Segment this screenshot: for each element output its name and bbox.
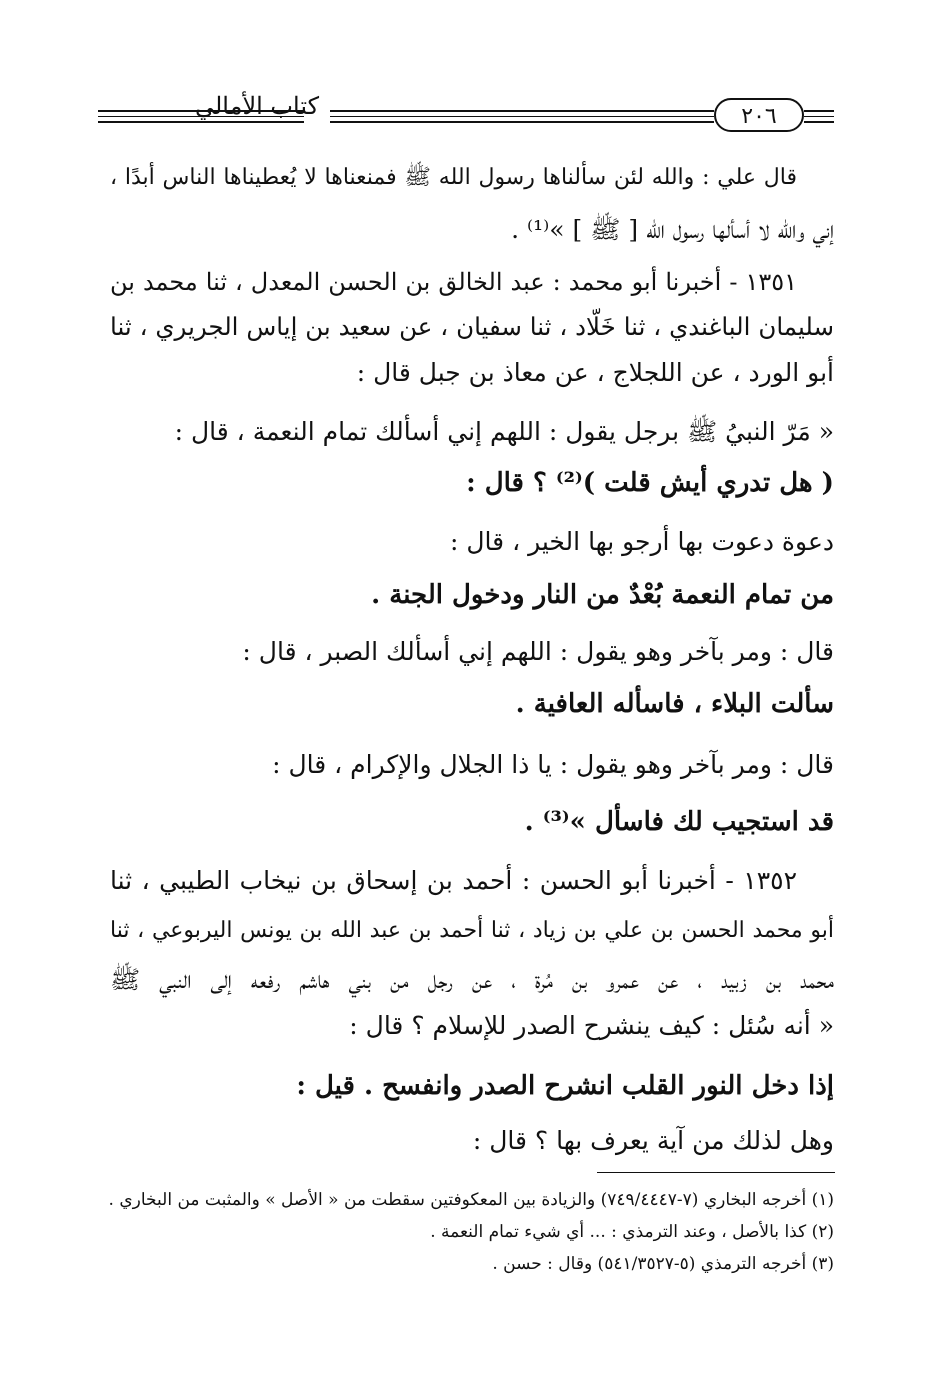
text-line: قال علي : والله لئن سألناها رسول الله ﷺ فمنعناها لا يُعطيناها الناس أبدًا ، [110, 165, 797, 190]
text-line: دعوة دعوت بها أرجو بها الخير ، قال : [450, 527, 834, 556]
text-line: قال : ومر بآخر وهو يقول : اللهم إني أسألك الصبر ، قال : [242, 637, 834, 666]
text-line: سليمان الباغندي ، ثنا خَلّاد ، ثنا سفيان ، عن سعيد بن إياس الجريري ، ثنا [110, 312, 834, 341]
prophet-saying-line: قد استجيب لك فاسأل »⁽³⁾ . [524, 807, 834, 837]
footnote-1: (١) أخرجه البخاري (٧-٧٤٩/٤٤٤٧) والزيادة بين المعكوفتين سقطت من « الأصل » والمثبت من البخاري . [108, 1190, 834, 1210]
text-line: إني والله لا أسألها رسول الله [ ﷺ ] »⁽¹⁾ . [511, 215, 834, 244]
header-rule-middle-thin [330, 116, 714, 117]
footnote-separator [597, 1172, 835, 1173]
header-rule-right-thin [804, 116, 834, 117]
footnote-3: (٣) أخرجه الترمذي (٥-٥٤١/٣٥٢٧) وقال : حسن . [492, 1254, 834, 1274]
running-head-title: كتاب الأمالي [194, 92, 319, 120]
header-rule-right-2 [804, 121, 834, 123]
header-rule-middle-2 [330, 121, 714, 123]
text-line: محمد بن زبيد ، عن عمرو بن مُرة ، عن رجل من بني هاشم رفعه إلى النبي ﷺ [110, 965, 834, 994]
text-line: قال : ومر بآخر وهو يقول : يا ذا الجلال والإكرام ، قال : [272, 750, 834, 779]
prophet-saying-line: من تمام النعمة بُعْدٌ من النار ودخول الجنة . [371, 580, 834, 610]
text-line: أبو محمد الحسن بن علي بن زياد ، ثنا أحمد بن عبد الله بن يونس اليربوعي ، ثنا [110, 918, 834, 943]
header-rule-left-2 [98, 121, 304, 123]
prophet-saying-line: إذا دخل النور القلب انشرح الصدر وانفسح . قيل : [296, 1071, 834, 1101]
hadith-1352-line: ١٣٥٢ - أخبرنا أبو الحسن : أحمد بن إسحاق بن نيخاب الطيبي ، ثنا [110, 866, 797, 895]
text-line: وهل لذلك من آية يعرف بها ؟ قال : [472, 1126, 834, 1155]
footnote-2: (٢) كذا بالأصل ، وعند الترمذي : ... أي شيء تمام النعمة . [430, 1222, 834, 1242]
header-rule-middle [330, 110, 714, 112]
header-rule-right [804, 110, 834, 112]
text-line: « أنه سُئل : كيف ينشرح الصدر للإسلام ؟ قال : [349, 1011, 834, 1040]
prophet-saying-line: ( هل تدري أيش قلت )⁽²⁾ ؟ قال : [466, 468, 834, 498]
text-line: « مَرّ النبيُ ﷺ برجل يقول : اللهم إني أسألك تمام النعمة ، قال : [174, 417, 834, 446]
hadith-1351-line: ١٣٥١ - أخبرنا أبو محمد : عبد الخالق بن الحسن المعدل ، ثنا محمد بن [110, 268, 798, 296]
prophet-saying-line: سألت البلاء ، فاسأله العافية . [515, 689, 834, 719]
page-number: ٢٠٦ [714, 98, 804, 132]
text-line: أبو الورد ، عن اللجلاج ، عن معاذ بن جبل قال : [356, 358, 834, 387]
